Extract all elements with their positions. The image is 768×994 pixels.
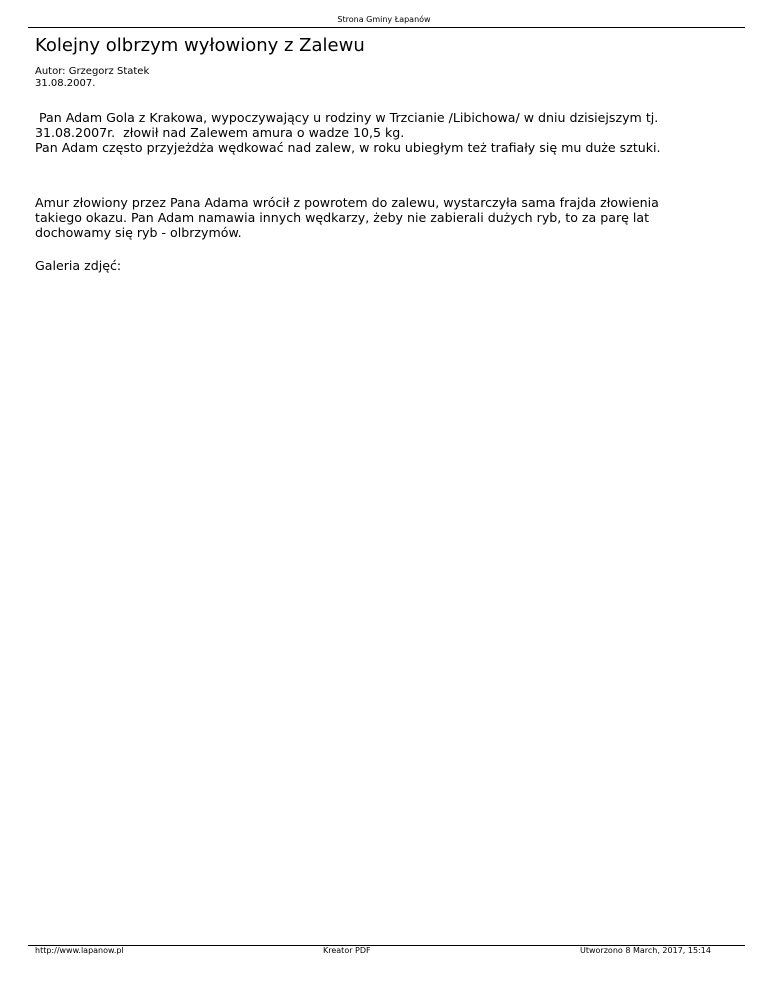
footer-creator: Kreator PDF	[323, 946, 371, 955]
paragraph-1-line-2: 31.08.2007r. złowił nad Zalewem amura o wadze 10,5 kg.	[35, 125, 405, 140]
article-date: 31.08.2007.	[35, 78, 96, 89]
paragraph-1-line-1: Pan Adam Gola z Krakowa, wypoczywający u rodziny w Trzcianie /Libichowa/ w dniu dzisiejszym tj.	[35, 110, 659, 125]
site-name: Strona Gminy Łapanów	[337, 15, 431, 24]
paragraph-2-line-2: takiego okazu. Pan Adam namawia innych wędkarzy, żeby nie zabierali dużych ryb, to za parę lat	[35, 210, 650, 225]
paragraph-1-line-3: Pan Adam często przyjeżdża wędkować nad zalew, w roku ubiegłym też trafiały się mu duże sztuki.	[35, 140, 661, 155]
paragraph-2-line-1: Amur złowiony przez Pana Adama wrócił z powrotem do zalewu, wystarczyła sama frajda złowienia	[35, 195, 659, 210]
article-paragraph-2	[35, 195, 735, 240]
article-author: Autor: Grzegorz Statek	[35, 66, 150, 77]
paragraph-2-line-3: dochowamy się ryb - olbrzymów.	[35, 225, 242, 240]
header-divider	[28, 27, 745, 28]
gallery-label: Galeria zdjęć:	[35, 258, 122, 273]
footer-created-date: Utworzono 8 March, 2017, 15:14	[580, 946, 711, 955]
article-paragraph-1	[35, 110, 735, 155]
article-title: Kolejny olbrzym wyłowiony z Zalewu	[35, 35, 365, 56]
footer-url: http://www.lapanow.pl	[35, 946, 124, 955]
